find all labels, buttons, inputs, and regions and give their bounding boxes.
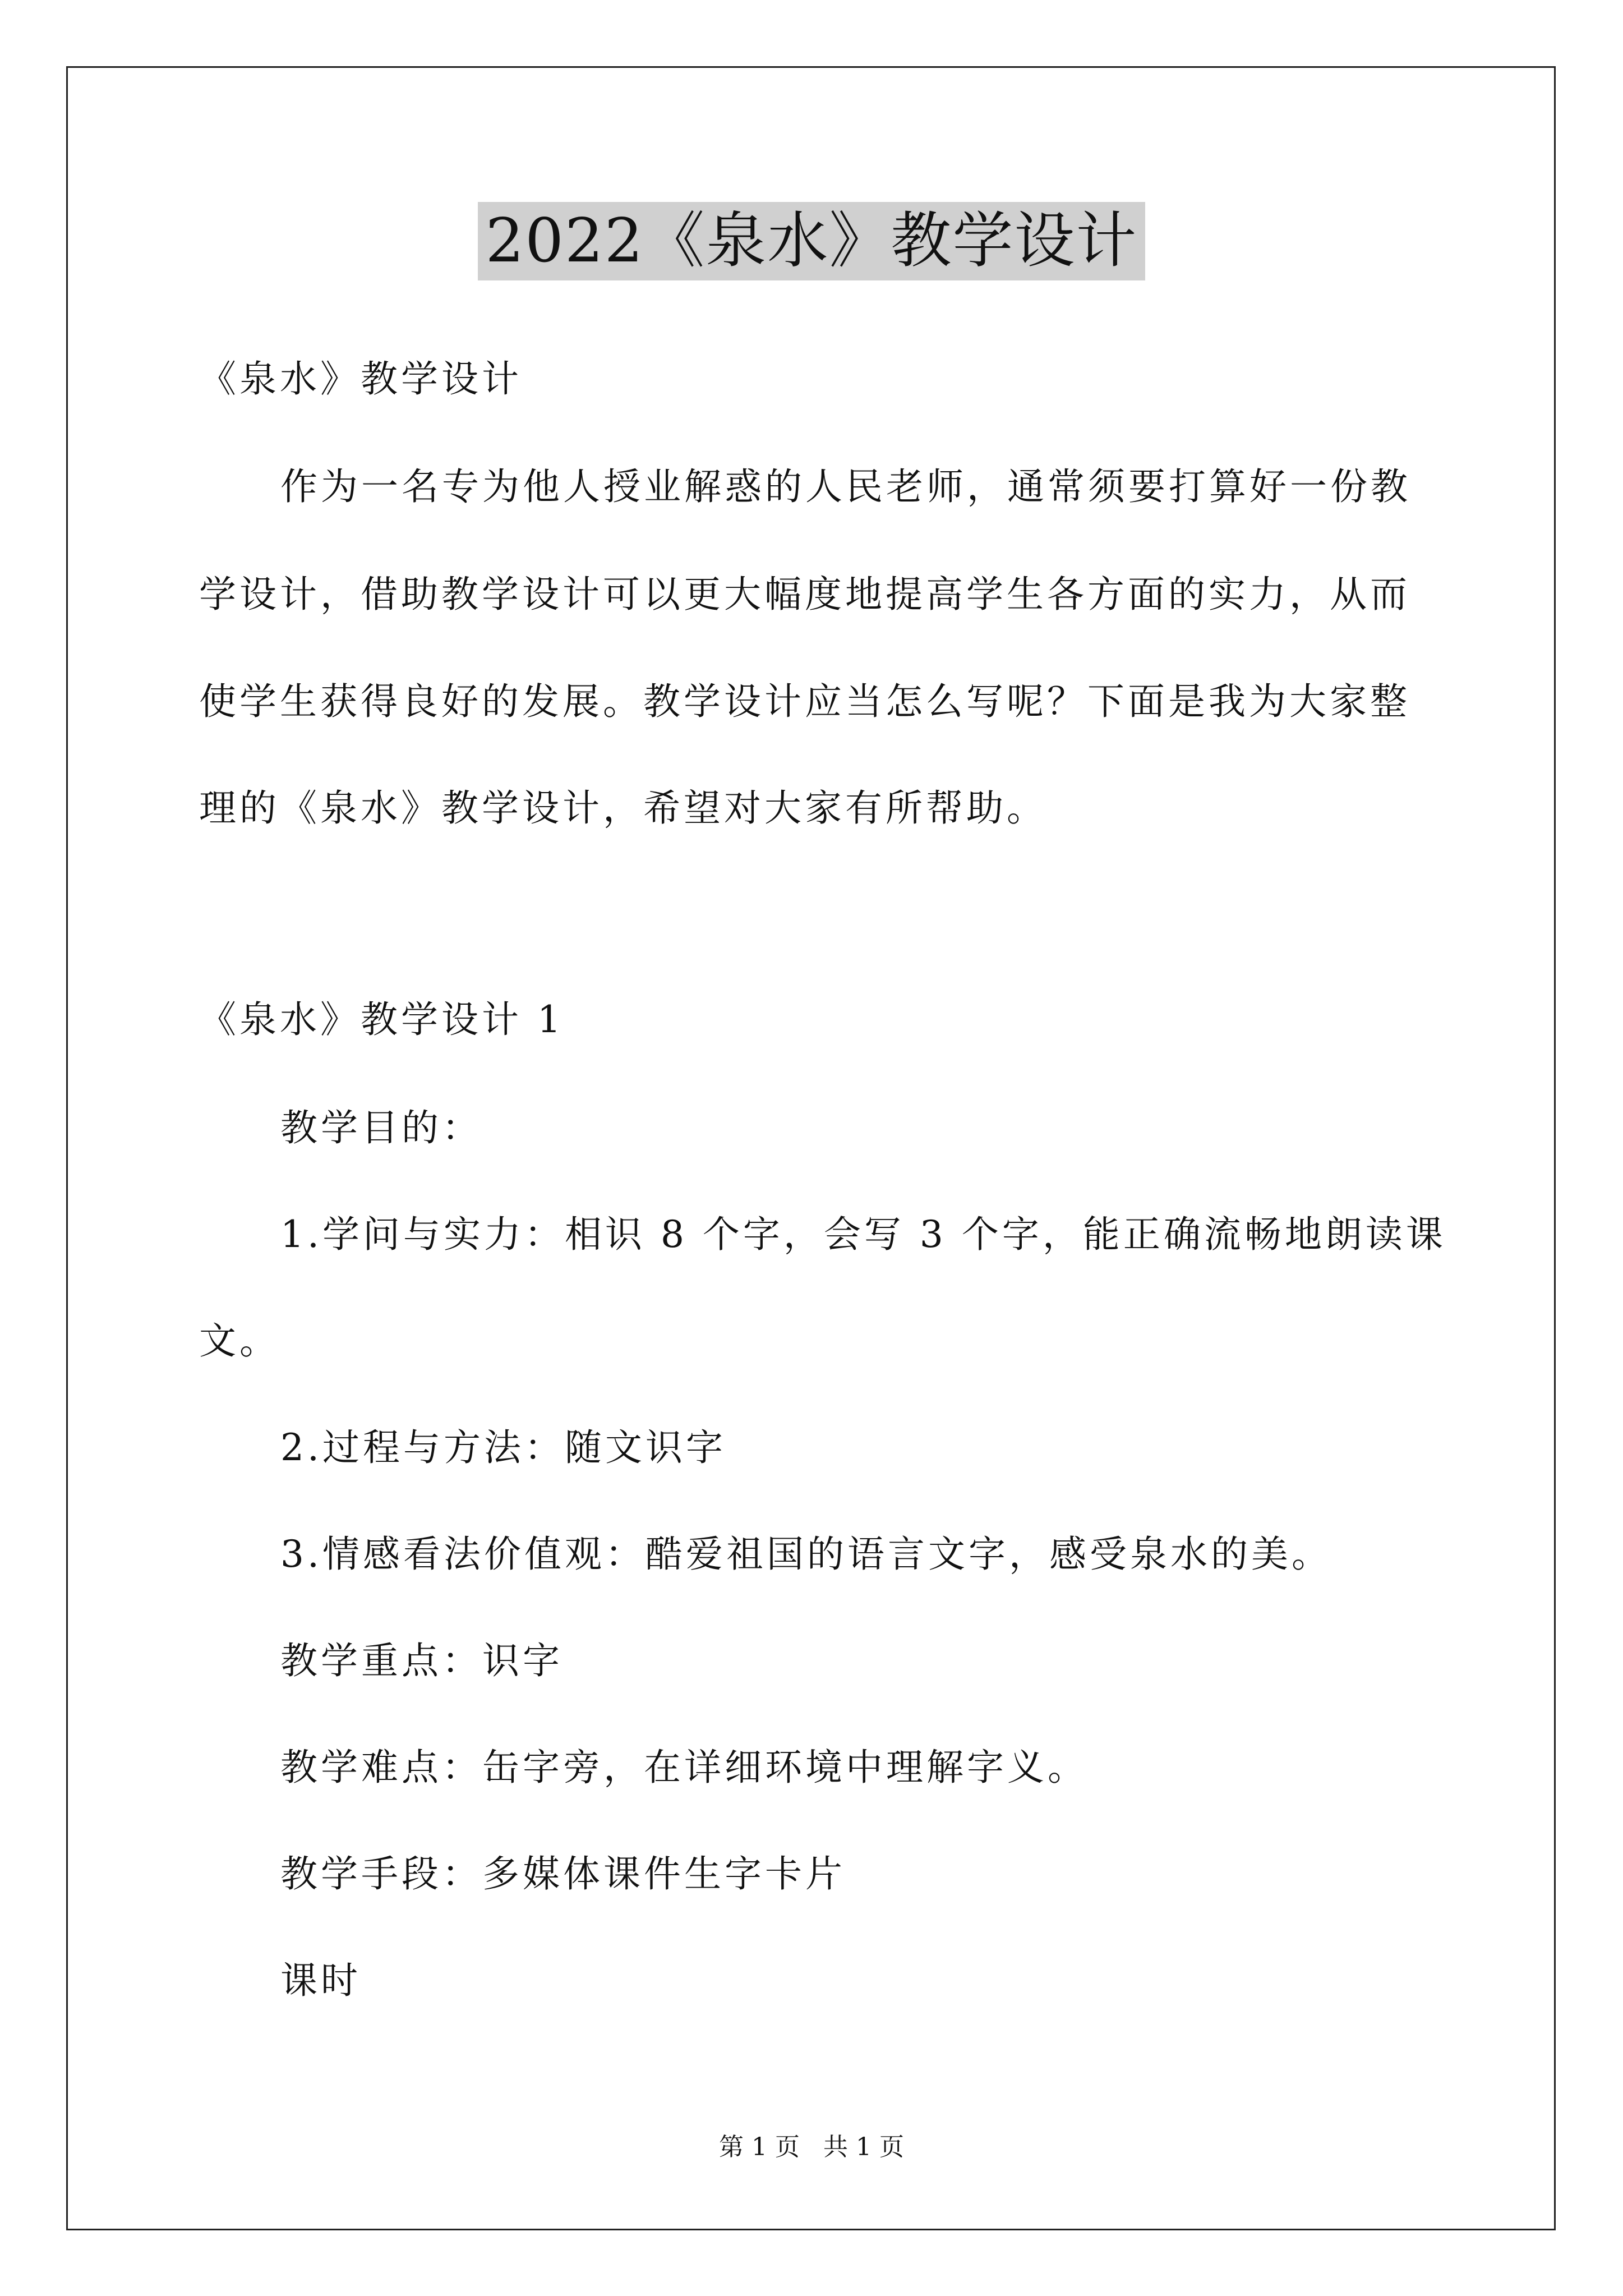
document-subtitle: 《泉水》教学设计 (199, 357, 522, 401)
intro-line-2: 学设计，借助教学设计可以更大幅度地提高学生各方面的实力，从而 (199, 573, 1410, 616)
intro-line-3: 使学生获得良好的发展。教学设计应当怎么写呢？下面是我为大家整 (199, 680, 1410, 723)
intro-line-1: 作为一名专为他人授业解惑的人民老师，通常须要打算好一份教 (280, 465, 1411, 508)
section-heading: 《泉水》教学设计 1 (199, 998, 564, 1041)
teaching-means: 教学手段：多媒体课件生字卡片 (280, 1852, 846, 1895)
page-total: 共 1 页 (823, 2133, 904, 2161)
difficulty: 教学难点：缶字旁，在详细环境中理解字义。 (280, 1746, 1088, 1789)
page-number: 第 1 页 (719, 2133, 800, 2161)
objective-2: 2.过程与方法：随文识字 (280, 1426, 726, 1469)
objective-1-line-1: 1.学问与实力：相识 8 个字，会写 3 个字，能正确流畅地朗读课 (280, 1213, 1446, 1256)
lesson-time: 课时 (280, 1959, 361, 2002)
key-point: 教学重点：识字 (280, 1639, 563, 1682)
objective-1-line-2: 文。 (199, 1319, 280, 1363)
objectives-label: 教学目的： (280, 1106, 482, 1149)
objective-3: 3.情感看法价值观：酷爱祖国的语言文字，感受泉水的美。 (280, 1533, 1332, 1576)
intro-line-4: 理的《泉水》教学设计，希望对大家有所帮助。 (199, 786, 1047, 830)
document-title: 2022《泉水》教学设计 (478, 202, 1146, 280)
page-footer (0, 2132, 1623, 2163)
document-title-block (0, 202, 1623, 280)
